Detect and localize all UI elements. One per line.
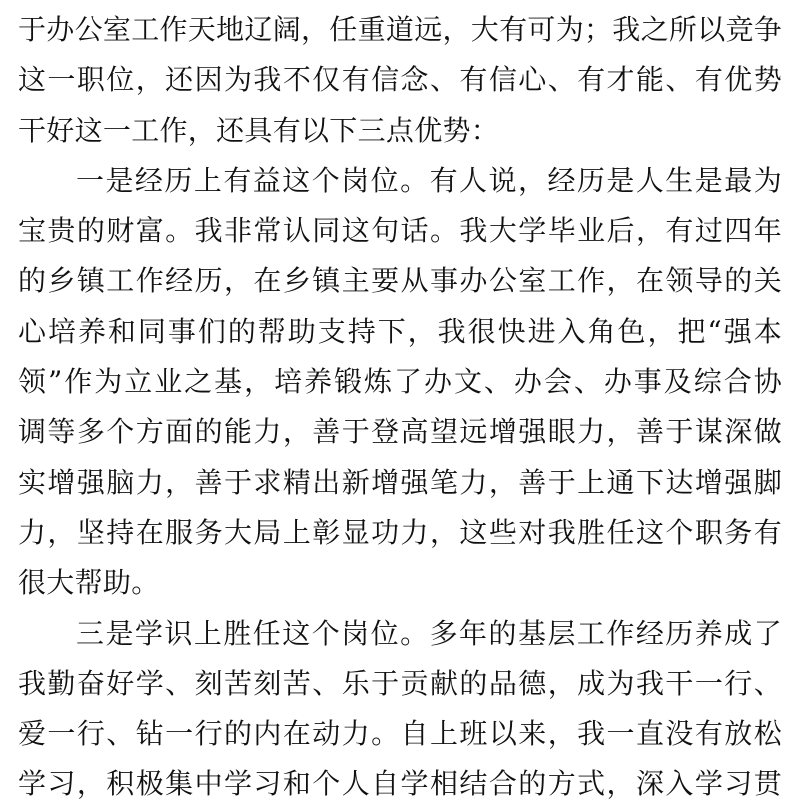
text-line: 干好这一工作，还具有以下三点优势： xyxy=(18,113,500,147)
text-line: 调等多个方面的能力，善于登高望远增强眼力，善于谋深做 xyxy=(18,415,782,449)
text-line: 宝贵的财富。我非常认同这句话。我大学毕业后，有过四年 xyxy=(18,214,782,248)
text-line: 这一职位，还因为我不仅有信念、有信心、有才能、有优势 xyxy=(18,63,782,97)
text-line: 心培养和同事们的帮助支持下，我很快进入角色，把“强本 xyxy=(18,314,782,348)
text-line: 力，坚持在服务大局上彰显功力，这些对我胜任这个职务有 xyxy=(18,515,782,549)
paragraph-start-line: 一是经历上有益这个岗位。有人说，经历是人生是最为 xyxy=(76,163,782,197)
document-body xyxy=(18,5,782,810)
text-line: 于办公室工作天地辽阔，任重道远，大有可为；我之所以竞争 xyxy=(18,13,783,46)
text-line: 学习，积极集中学习和个人自学相结合的方式，深入学习贯 xyxy=(18,767,782,801)
text-line: 很大帮助。 xyxy=(18,566,160,600)
paragraph-start-line: 三是学识上胜任这个岗位。多年的基层工作经历养成了 xyxy=(76,616,782,650)
text-line: 爱一行、钻一行的内在动力。自上班以来，我一直没有放松 xyxy=(18,717,782,751)
text-line: 的乡镇工作经历，在乡镇主要从事办公室工作，在领导的关 xyxy=(18,264,782,298)
text-line: 我勤奋好学、刻苦刻苦、乐于贡献的品德，成为我干一行、 xyxy=(18,666,782,700)
text-line: 实增强脑力，善于求精出新增强笔力，善于上通下达增强脚 xyxy=(18,465,782,499)
text-line: 领”作为立业之基，培养锻炼了办文、办会、办事及综合协 xyxy=(18,365,782,399)
